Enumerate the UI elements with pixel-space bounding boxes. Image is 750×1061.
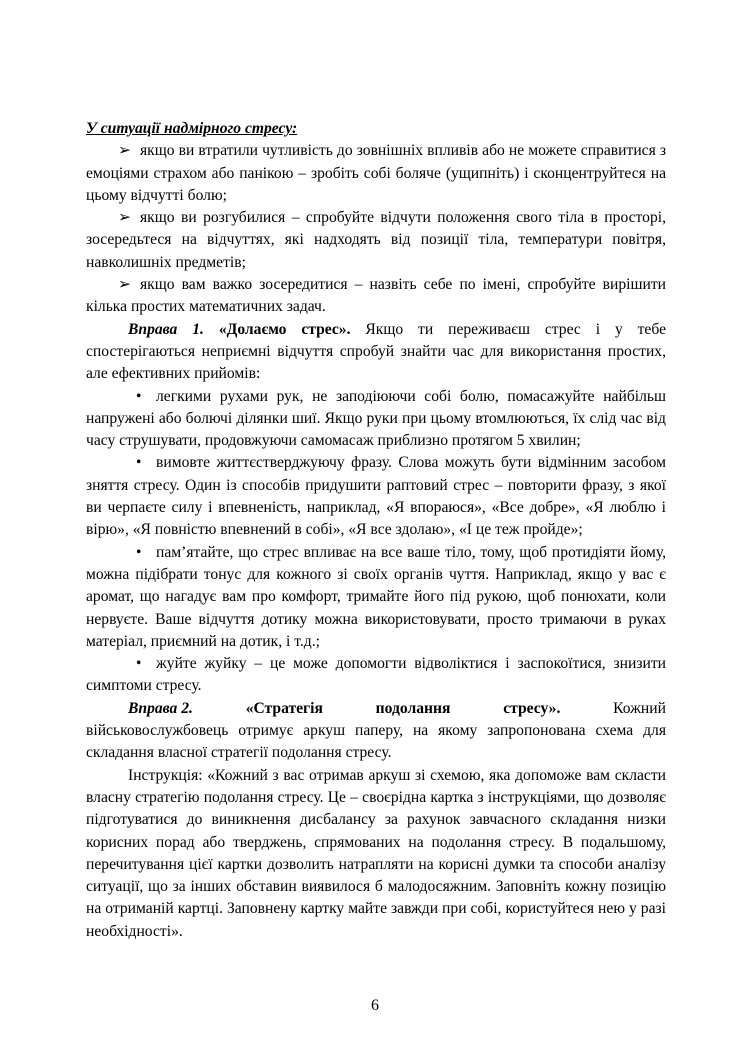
arrow-bullet-icon: ➢ bbox=[118, 142, 132, 160]
arrow-item-text: якщо вам важко зосередитися – назвіть себе по імені, спробуйте вирішити кілька простих математичних задач. bbox=[86, 276, 666, 316]
bullet-list-item bbox=[86, 542, 666, 653]
exercise-1-paragraph bbox=[86, 319, 666, 386]
exercise-2-title-word: «Стратегія bbox=[245, 699, 323, 717]
arrow-list bbox=[86, 140, 666, 318]
exercise-2-text: військовослужбовець отримує аркуш паперу, на якому запропонована схема для складання власної стратегії подолання стресу. bbox=[86, 722, 666, 762]
arrow-bullet-icon: ➢ bbox=[118, 209, 132, 227]
arrow-list-item bbox=[86, 274, 666, 319]
bullet-list-item bbox=[86, 452, 666, 541]
arrow-list-item bbox=[86, 140, 666, 207]
exercise-1-text: Якщо ти переживаєш стрес і у тебе спостерігаються неприємні відчуття спробуй знайти час для використання простих, але ефективних прийомів: bbox=[86, 320, 667, 383]
page-number: 6 bbox=[371, 997, 379, 1014]
exercise-2-label: Вправа 2. bbox=[128, 699, 193, 717]
bullet-list-item bbox=[86, 653, 666, 698]
section-heading: У ситуації надмірного стресу: bbox=[86, 120, 298, 137]
exercise-2-title-word: подолання bbox=[375, 699, 451, 717]
bullet-item-text: пам’ятайте, що стрес впливає на все ваше тіло, тому, щоб протидіяти йому, можна підібрати тонус для кожного зі своїх органів чуття. Наприклад, якщо у вас є аромат, що нагадує вам про комфорт, тримайте його під рукою, щоб понюхати, коли нервуєте. Ваше відчуття дотику можна використовувати, просто тримаючи в руках матеріал, приємний на дотик, і т.д.; bbox=[86, 543, 666, 650]
exercise-2-first-word: Кожний bbox=[613, 699, 666, 717]
bullet-item-text: вимовте життєстверджуючу фразу. Слова можуть бути відмінним засобом зняття стресу. Один із способів придушити раптовий стрес – повторити фразу, з якої ви черпаєте силу і впевненість, наприклад, «Я впораюся», «Все добре», «Я люблю і вірю», «Я повністю впевнений в собі», «Я все здолаю», «І це теж пройде»; bbox=[86, 454, 666, 539]
dot-bullet-icon: • bbox=[136, 543, 142, 561]
dot-bullet-icon: • bbox=[136, 454, 142, 472]
bullet-list-item bbox=[86, 386, 666, 453]
instruction-paragraph: Інструкція: «Кожний з вас отримав аркуш зі схемою, яка допоможе вам скласти власну стратегію подолання стресу. Це – своєрідна картка з інструкціями, що дозволяє підготуватися до виникнення дисбалансу за рахунок завчасного складання низки корисних порад або тверджень, спрямованих на подолання стресу. В подальшому, перечитування цієї картки дозволить натрапляти на корисні думки та способи аналізу ситуації, що за інших обставин виявилося б малодосяжним. Заповніть кожну позицію на отриманій картці. Заповнену картку майте завжди при собі, користуйтеся нею у разі необхідності». bbox=[86, 766, 666, 940]
exercise-1-label: Вправа 1. bbox=[128, 320, 204, 338]
arrow-list-item bbox=[86, 207, 666, 274]
bullet-item-text: жуйте жуйку – це може допомогти відволіктися і заспокоїтися, знизити симптоми стресу. bbox=[86, 655, 666, 695]
arrow-bullet-icon: ➢ bbox=[118, 276, 132, 294]
arrow-item-text: якщо ви розгубилися – спробуйте відчути положення свого тіла в просторі, зосередьтеся на відчуттях, які надходять від позиції тіла, температури повітря, навколишніх предметів; bbox=[86, 209, 666, 271]
bullet-list bbox=[86, 386, 666, 698]
exercise-1-title: «Долаємо стрес». bbox=[218, 320, 351, 338]
dot-bullet-icon: • bbox=[136, 655, 142, 673]
exercise-2-title-word: стресу». bbox=[503, 699, 561, 717]
dot-bullet-icon: • bbox=[136, 387, 142, 405]
exercise-2-paragraph bbox=[86, 698, 666, 765]
bullet-item-text: легкими рухами рук, не заподіюючи собі болю, помасажуйте найбільш напружені або болючі ділянки шиї. Якщо руки при цьому втомлюються, їх слід час від часу струшувати, продовжуючи самомасаж приблизно протягом 5 хвилин; bbox=[86, 387, 666, 450]
exercise-2-first-line bbox=[86, 698, 666, 720]
arrow-item-text: якщо ви втратили чутливість до зовнішніх впливів або не можете справитися з емоціями страхом або панікою – зробіть собі боляче (ущипніть) і сконцентруйтеся на цьому відчутті болю; bbox=[86, 142, 666, 204]
page-content bbox=[86, 118, 666, 943]
